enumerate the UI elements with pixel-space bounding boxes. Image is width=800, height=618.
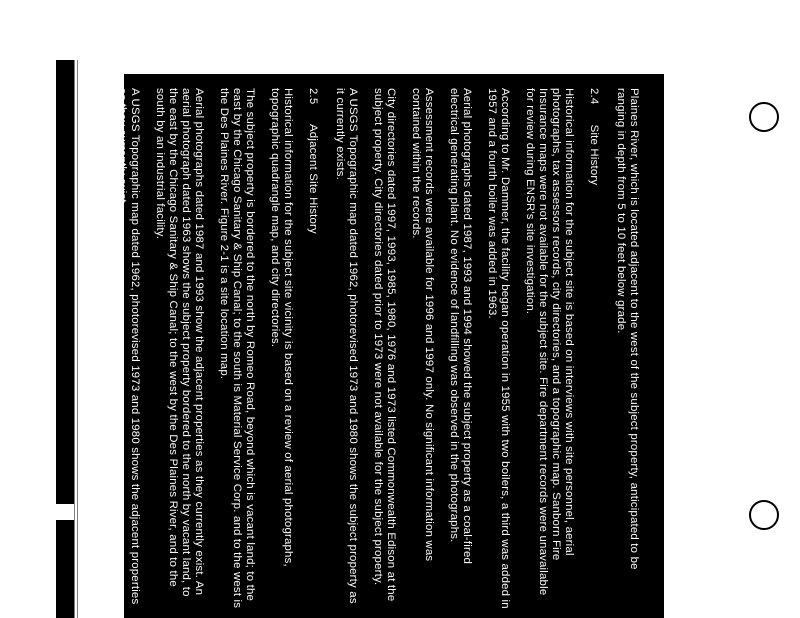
binding-edge-lines — [74, 60, 80, 618]
binding-strip-bottom — [56, 520, 74, 618]
paragraph-city-directories: City directories dated 1997, 1993, 1985, 1980, 1976 and 1973 listed Commonwealth Edison at the subject property. City directories dated prior to 1973 were not available for the subject property. — [372, 88, 397, 602]
paragraph-borders: The subject property is bordered to the north by Romeo Road, beyond which is vacant land; to the east by the Chicago Sanitary & Ship Canal; to the south is Material Service Corp. and to the west is the Des Plaines River. Figure 2-1 is a site location map. — [218, 88, 256, 609]
section-title: Site History — [588, 124, 600, 186]
paragraph-assessment: Assessment records were available for 1996 and 1997 only. No significant information was contained within the records. — [410, 88, 435, 562]
section-number: 2.5 — [307, 88, 319, 105]
paragraph-usgs-adjacent: A USGS Topographic map dated 1962, photorevised 1973 and 1980 shows the adjacent properties as they currently exist. — [116, 88, 141, 605]
paragraph-historical-info: Historical information for the subject site is based on interviews with site personnel, aerial photographs, tax assessors records, city directories, and a topographic map. Sanborn Fire Insurance maps were not available for the subject site. Fire department records were unavailable for review during ENSR's site investigation. — [524, 88, 575, 596]
paragraph-usgs: A USGS Topographic map dated 1962, photorevised 1973 and 1980 shows the subject property as it currently exists. — [334, 88, 359, 604]
intro-paragraph: Plaines River, which is located adjacent to the west of the subject property, anticipated to be ranging in depth from 5 to 10 feet below grade. — [615, 88, 640, 570]
punch-hole-top — [749, 102, 779, 132]
section-heading-adjacent-site-history — [306, 74, 319, 618]
paragraph-vicinity: Historical information for the subject site vicinity is based on a review of aerial photographs, topographic quadrangle map, and city directories. — [269, 88, 294, 567]
paragraph-dammer: According to Mr. Dammer, the facility began operation in 1955 with two boilers, a third was added in 1957 and a fourth boiler was added in 1963. — [486, 88, 511, 609]
punch-hole-bottom — [749, 500, 779, 530]
binding-strip-top — [56, 60, 74, 504]
page-text-rotated — [116, 74, 664, 618]
scanned-page — [116, 74, 664, 618]
paragraph-aerial: Aerial photographs dated 1987, 1993 and 1994 showed the subject property as a coal-fired electrical generating plant. No evidence of landfilling was observed in the photographs. — [448, 88, 473, 565]
section-heading-site-history — [587, 74, 600, 618]
section-title: Adjacent Site History — [307, 124, 319, 234]
section-number: 2.4 — [588, 88, 600, 105]
paragraph-aerial-adjacent: Aerial photographs dated 1987 and 1993 show the adjacent properties as they currently exist. An aerial photograph dated 1963 shows the subject property bordered to the north by vacant land, to the east by the Chicago Sanitary & Ship Canal; to the west by the Des Plaines River, and to the south by an industrial facility. — [154, 88, 205, 597]
